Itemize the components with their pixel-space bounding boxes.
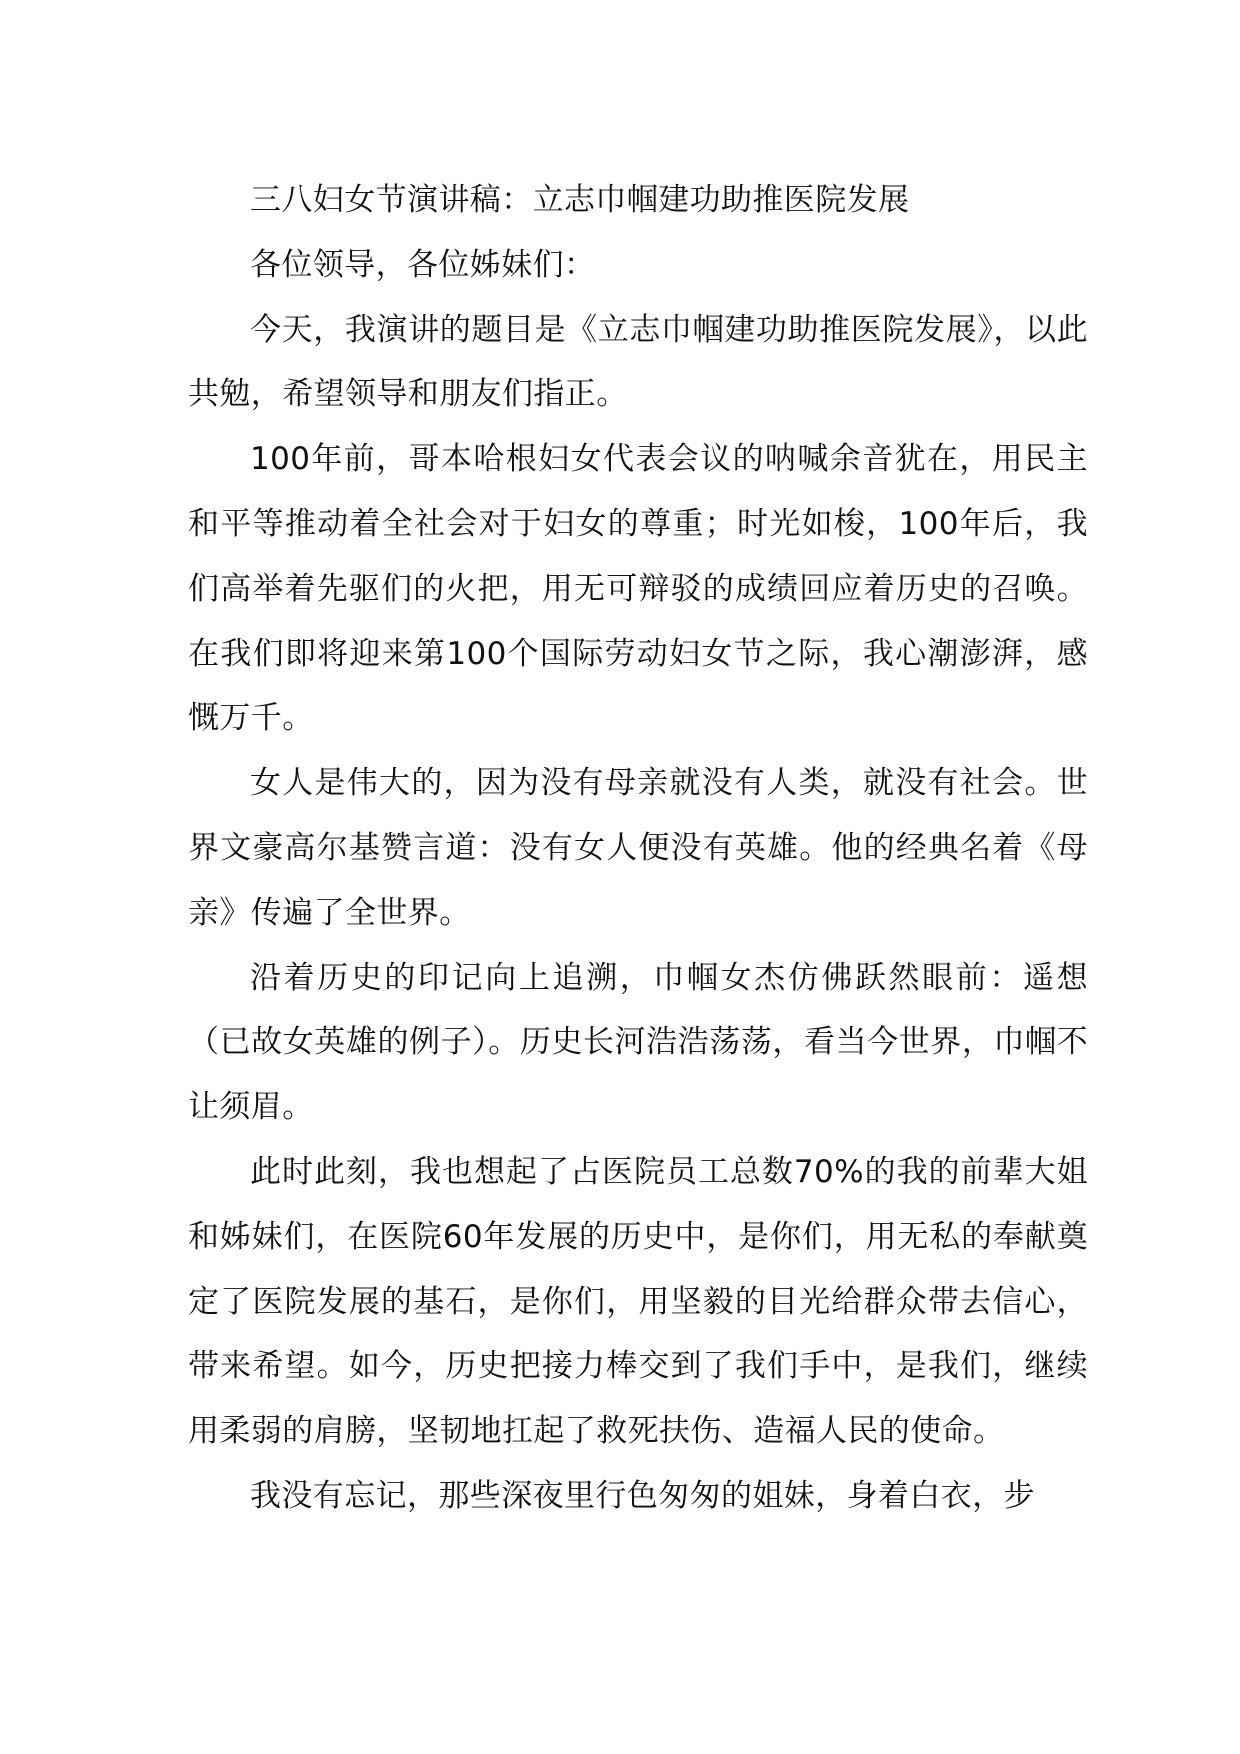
paragraph-history: 100年前，哥本哈根妇女代表会议的呐喊余音犹在，用民主和平等推动着全社会对于妇女的尊重；时光如梭，100年后，我们高举着先驱们的火把，用无可辩驳的成绩回应着历史的召唤。在我们即将迎来第100个国际劳动妇女节之际，我心潮澎湃，感慨万千。 bbox=[188, 441, 1088, 737]
paragraph-women-greatness: 女人是伟大的，因为没有母亲就没有人类，就没有社会。世界文豪高尔基赞言道：没有女人便没有英雄。他的经典名着《母亲》传遍了全世界。 bbox=[188, 765, 1088, 931]
paragraph-night-sisters: 我没有忘记，那些深夜里行色匆匆的姐妹，身着白衣，步 bbox=[250, 1477, 1035, 1514]
paragraph-salutation: 各位领导，各位姊妹们： bbox=[250, 246, 596, 283]
document-title: 三八妇女节演讲稿：立志巾帼建功助推医院发展 bbox=[250, 182, 910, 218]
paragraph-heroines: 沿着历史的印记向上追溯，巾帼女杰仿佛跃然眼前：遥想（已故女英雄的例子）。历史长河浩浩荡荡，看当今世界，巾帼不让须眉。 bbox=[188, 959, 1088, 1126]
paragraph-topic: 今天，我演讲的题目是《立志巾帼建功助推医院发展》，以此共勉，希望领导和朋友们指正。 bbox=[188, 311, 1088, 413]
paragraph-hospital-staff: 此时此刻，我也想起了占医院员工总数70%的我的前辈大姐和姊妹们，在医院60年发展的历史中，是你们，用无私的奉献奠定了医院发展的基石，是你们，用坚毅的目光给群众带去信心，带来希望。如今，历史把接力棒交到了我们手中，是我们，继续用柔弱的肩膀，坚韧地扛起了救死扶伤、造福人民的使命。 bbox=[188, 1153, 1088, 1450]
document-body bbox=[188, 168, 1088, 1529]
